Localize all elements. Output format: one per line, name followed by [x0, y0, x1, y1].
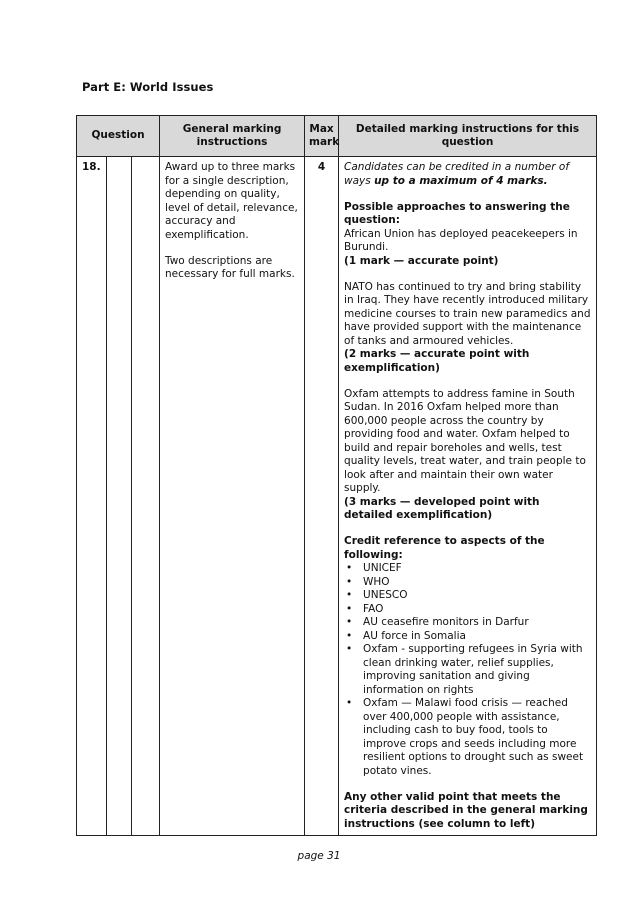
example-1-mark: (1 mark — accurate point)	[344, 254, 499, 267]
closing-note: Any other valid point that meets the criteria described in the general marking instructions (see column to left)	[344, 790, 588, 830]
list-item: • FAO	[346, 602, 384, 615]
list-item: • UNESCO	[346, 589, 408, 601]
credit-heading: Credit reference to aspects of the following:	[344, 535, 545, 561]
bullet-icon: •	[346, 629, 353, 642]
intro-max-marks: up to a maximum of 4 marks.	[374, 174, 548, 187]
bullet-icon: •	[346, 562, 353, 574]
credit-list	[344, 562, 591, 778]
bullet-icon: •	[346, 602, 353, 615]
list-item: • AU force in Somalia	[346, 629, 466, 642]
list-item: • Oxfam — Malawi food crisis — reached over 400,000 people with assistance, including cash to buy food, tools to improve crops and seeds including more resilient options to drought such as sweet potato vines.	[346, 697, 584, 777]
bullet-icon: •	[346, 643, 353, 655]
example-2-mark: (2 marks — accurate point with exemplification)	[344, 348, 530, 374]
intro-text: Candidates can be credited in a number of ways	[344, 161, 570, 187]
bullet-icon: •	[346, 575, 353, 588]
list-item: • UNICEF	[346, 562, 402, 574]
detailed-instructions-cell	[339, 157, 597, 836]
general-instructions-cell	[160, 157, 305, 836]
table-header-row	[77, 116, 597, 157]
general-instructions-note: Two descriptions are necessary for full marks.	[165, 254, 295, 280]
bullet-icon: •	[346, 697, 353, 709]
question-subpart-cell	[132, 157, 160, 836]
header-question: Question	[77, 116, 160, 157]
page-number: page 31	[297, 850, 341, 862]
approaches-heading: Possible approaches to answering the question:	[344, 200, 570, 226]
list-item: • Oxfam - supporting refugees in Syria with clean drinking water, relief supplies, improving sanitation and giving information on rights	[346, 643, 583, 696]
example-3-block	[344, 388, 591, 523]
bullet-icon: •	[346, 616, 353, 628]
marking-table	[76, 115, 597, 836]
list-item: • AU ceasefire monitors in Darfur	[346, 616, 529, 628]
table-row	[77, 157, 597, 836]
section-title: Part E: World Issues	[82, 80, 214, 94]
example-2-block	[344, 281, 591, 376]
intro-paragraph	[344, 161, 591, 188]
list-item: • WHO	[346, 575, 390, 588]
header-general-marking: General marking instructions	[160, 116, 305, 157]
approaches-block	[344, 201, 591, 269]
example-3-mark: (3 marks — developed point with detailed exemplification)	[344, 495, 540, 521]
header-detailed-marking: Detailed marking instructions for this question	[339, 116, 597, 157]
example-3-text: Oxfam attempts to address famine in South Sudan. In 2016 Oxfam helped more than 600,000 people across the country by providing food and water. Oxfam helped to build and repair boreholes and wells, test quality levels, treat water, and train people to look after and maintain their own water supply.	[344, 387, 586, 494]
bullet-icon: •	[346, 589, 353, 601]
question-number: 18.	[77, 157, 107, 836]
header-max-mark: Max mark	[305, 116, 339, 157]
general-instructions-text: Award up to three marks for a single description, depending on quality, level of detail, relevance, accuracy and exemplification.	[165, 161, 298, 241]
example-1-text: African Union has deployed peacekeepers in Burundi.	[344, 227, 578, 253]
question-part-cell	[107, 157, 132, 836]
max-mark-value: 4	[305, 157, 339, 836]
example-2-text: NATO has continued to try and bring stability in Iraq. They have recently introduced military medicine courses to train new paramedics and have provided support with the maintenance of tanks and armoured vehicles.	[344, 280, 591, 347]
